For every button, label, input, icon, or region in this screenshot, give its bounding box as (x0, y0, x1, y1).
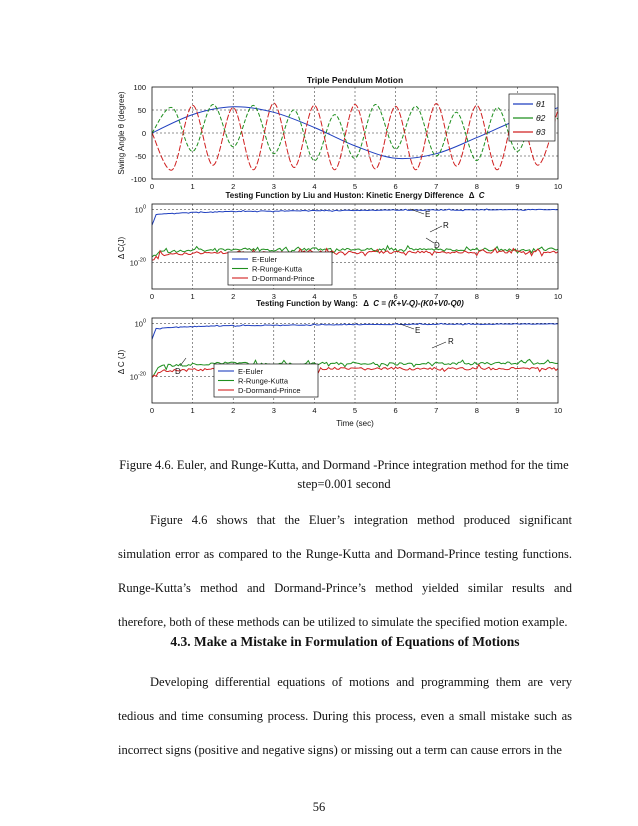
y-tick-base: 10 (129, 372, 139, 382)
panel2-ylabel (117, 237, 126, 260)
y-tick-label: -50 (135, 152, 146, 161)
panel3-title (256, 299, 464, 308)
panel2-title-tail: C (478, 191, 485, 200)
x-tick-label: 7 (434, 406, 439, 415)
x-tick-label: 3 (271, 182, 276, 191)
x-tick-label: 5 (352, 292, 358, 301)
x-tick-label: 7 (434, 182, 439, 191)
annot3-d-pointer (180, 358, 186, 366)
page-number: 56 (312, 800, 326, 814)
legend2-label-dp: D-Dormand-Prince (252, 274, 315, 283)
x-tick-label: 8 (474, 182, 479, 191)
panel2-title-main: Testing Function by Liu and Huston: Kinetic Energy Difference (225, 191, 464, 200)
y-tick-base: 10 (134, 205, 143, 215)
x-tick-label: 1 (190, 182, 195, 191)
x-tick-label: 5 (352, 406, 358, 415)
y-tick-label (130, 257, 146, 267)
annot3-r-pointer (432, 342, 446, 348)
annot3-e: E (415, 326, 421, 335)
x-tick-label: 3 (271, 406, 276, 415)
x-tick-label: 1 (190, 406, 195, 415)
series-line-r-runge-kutta (152, 246, 558, 257)
delta-symbol: Δ (117, 251, 126, 260)
x-tick-label: 4 (312, 182, 317, 191)
x-tick-label: 9 (515, 182, 520, 191)
legend2-label-rk: R-Runge-Kutta (252, 264, 303, 274)
x-tick-label: 6 (393, 292, 398, 301)
legend3-label-dp: D-Dormand-Prince (238, 386, 301, 395)
x-tick-label: 4 (312, 292, 317, 301)
x-tick-label: 2 (231, 406, 236, 415)
panel2-annotations (410, 209, 449, 250)
legend3-label-euler: E-Euler (238, 367, 264, 376)
caption-line-2: step=0.001 second (297, 477, 391, 491)
x-tick-label: 6 (393, 182, 398, 191)
panel1-ylabel: Swing Angle θ (degree) (117, 91, 126, 175)
panel3-ylabel-text: C (J) (117, 349, 126, 368)
annot2-d-pointer (426, 238, 434, 243)
paragraph-1: Figure 4.6 shows that the Eluer’s integration method produced significant simulation error as compared to the Runge-Kutta and Dormand-Prince testing functions. Runge-Kutta’s method and Dormand-Prince’s method yielded similar results and therefore, both of these methods can be utilized to simulate the specified motion example. (118, 513, 572, 629)
section-heading: 4.3. Make a Mistake in Formulation of Equations of Motions (170, 634, 520, 649)
x-tick-label: 0 (149, 406, 155, 415)
panel1-legend (509, 94, 555, 141)
x-tick-label: 7 (434, 292, 439, 301)
x-tick-label: 0 (149, 292, 155, 301)
panel-liu-huston (117, 191, 562, 301)
caption-line-1: Figure 4.6. Euler, and Runge-Kutta, and Dormand -Prince integration method for the time (119, 458, 569, 472)
x-tick-label: 2 (231, 182, 236, 191)
x-tick-label: 8 (474, 406, 479, 415)
x-tick-label: 8 (474, 292, 479, 301)
panel3-ticks (130, 318, 562, 415)
x-tick-label: 4 (312, 406, 317, 415)
panel-wang (117, 299, 562, 428)
y-tick-exponent: -20 (138, 371, 146, 378)
x-tick-label: 9 (515, 406, 520, 415)
x-tick-label: 2 (231, 292, 236, 301)
annot3-r: R (448, 337, 454, 346)
panel1-title: Triple Pendulum Motion (306, 75, 404, 85)
legend-label-theta3: θ3 (536, 127, 546, 137)
y-tick-exponent: -20 (138, 257, 146, 264)
y-tick-label (135, 318, 146, 328)
legend3-label-rk: R-Runge-Kutta (238, 376, 289, 386)
x-tick-label: 10 (553, 406, 563, 415)
x-tick-label: 0 (149, 182, 155, 191)
x-axis-label: Time (sec) (336, 419, 374, 428)
delta-symbol: Δ (468, 191, 475, 200)
annot2-e: E (425, 210, 431, 219)
x-tick-label: 5 (352, 182, 358, 191)
y-tick-base: 10 (129, 258, 139, 268)
y-tick-label: -100 (130, 175, 146, 184)
figure-caption (118, 456, 570, 494)
y-tick-label: 100 (133, 83, 146, 92)
y-tick-exponent: 0 (142, 318, 146, 325)
delta-symbol: Δ (117, 367, 126, 375)
x-tick-label: 6 (393, 406, 398, 415)
panel2-legend (228, 252, 332, 285)
annot2-r-pointer (430, 226, 442, 232)
panel-triple-pendulum (117, 75, 562, 191)
x-tick-label: 9 (515, 292, 520, 301)
delta-symbol: Δ (363, 299, 369, 308)
legend-label-theta1: θ1 (536, 99, 546, 109)
annot3-d: D (175, 367, 181, 376)
panel3-grid (152, 318, 558, 403)
y-tick-label: 50 (137, 106, 146, 115)
panel2-title (225, 191, 484, 200)
y-tick-base: 10 (134, 319, 143, 329)
x-tick-label: 10 (553, 182, 563, 191)
panel1-ticks (131, 83, 562, 191)
panel2-ylabel-text: C(J) (117, 236, 126, 252)
annot2-d: D (434, 241, 440, 250)
x-tick-label: 1 (190, 292, 195, 301)
y-tick-label (135, 204, 146, 214)
paragraph-2: Developing differential equations of motions and programming them are very tedious and time consuming process. During this process, even a small mistake such as incorrect signs (positive and negative signs) or missing out a term can cause errors in the (118, 675, 572, 757)
panel3-legend (214, 364, 318, 397)
y-tick-exponent: 0 (142, 204, 146, 211)
x-tick-label: 10 (553, 292, 563, 301)
legend-label-theta2: θ2 (536, 113, 546, 123)
y-tick-label (130, 371, 146, 381)
x-tick-label: 3 (271, 292, 276, 301)
panel3-title-tail: C = (K+V-Q)-(K0+V0-Q0) (373, 299, 464, 308)
y-tick-label: 0 (141, 129, 146, 138)
annot2-r: R (443, 221, 449, 230)
panel3-title-main: Testing Function by Wang: (256, 299, 358, 308)
legend2-label-euler: E-Euler (252, 255, 278, 264)
panel3-ylabel (117, 349, 126, 374)
